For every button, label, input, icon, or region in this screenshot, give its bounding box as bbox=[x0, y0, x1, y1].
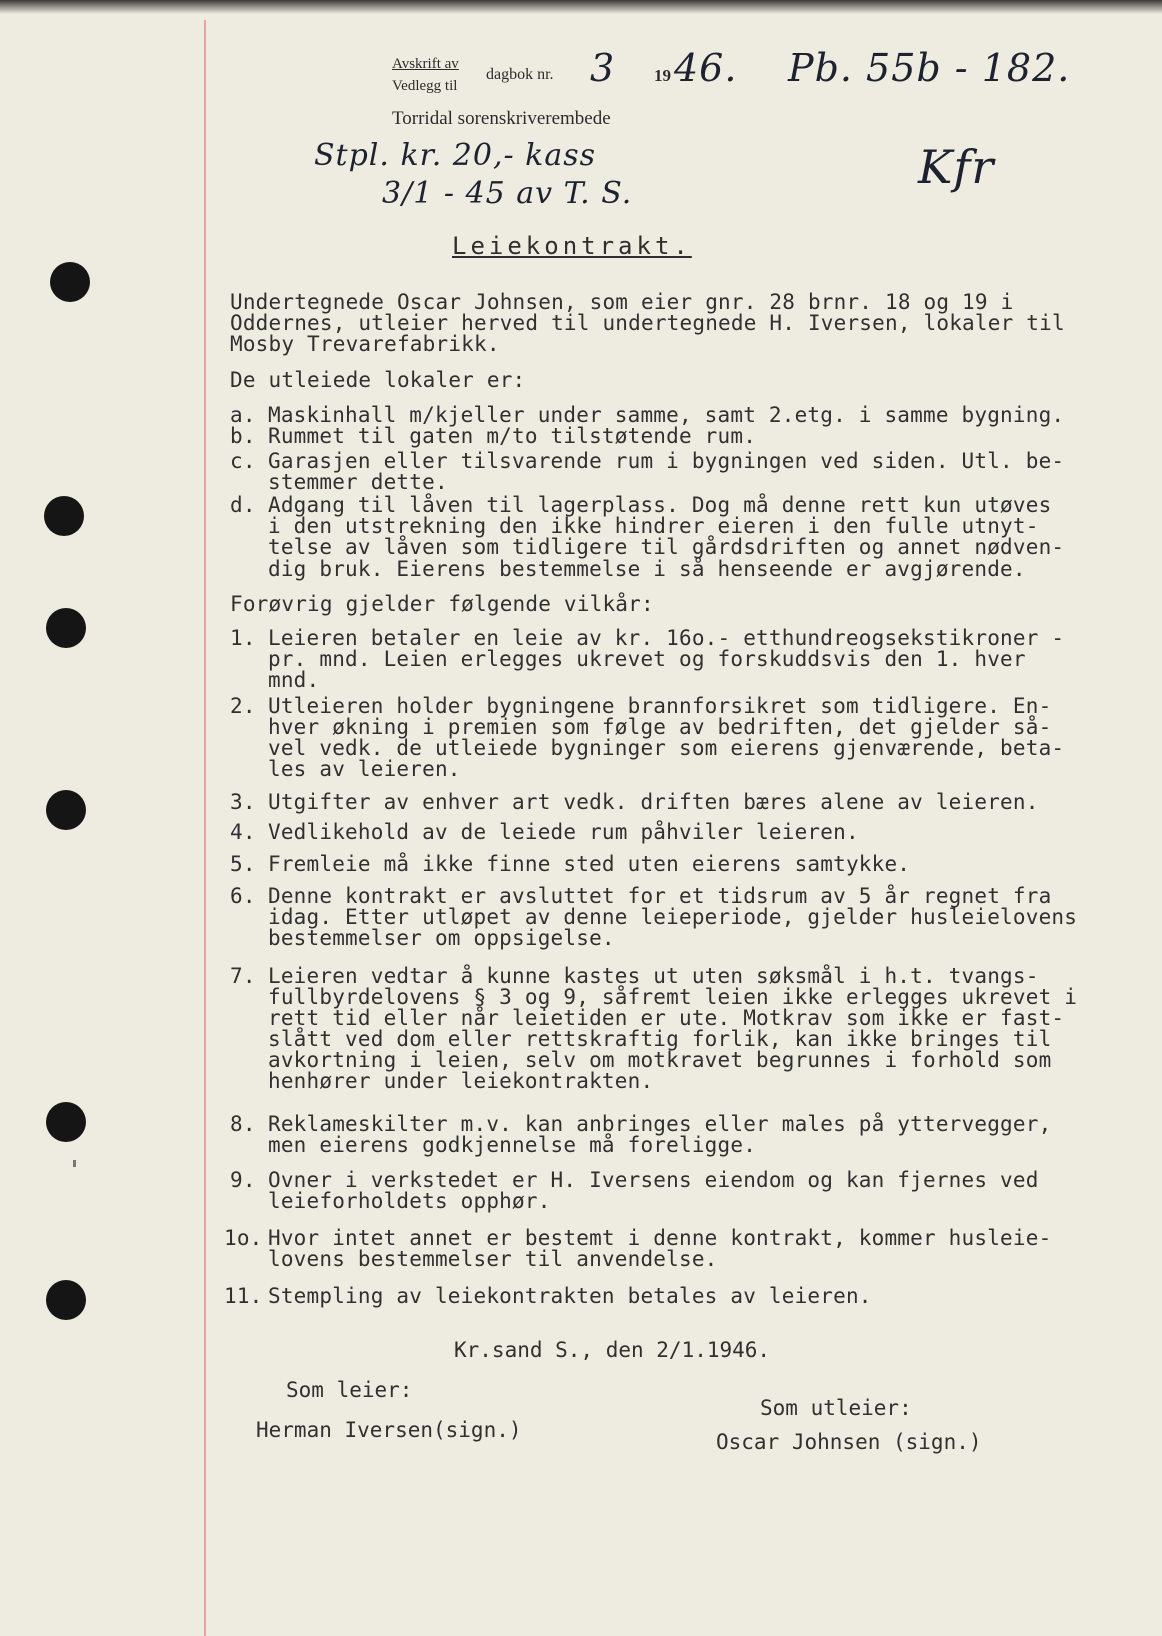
premise-line: Rummet til gaten m/to tilstøtende rum. bbox=[268, 424, 757, 448]
intro-line: Undertegnede Oscar Johnsen, som eier gnr. 28 brnr. 18 og 19 i bbox=[230, 290, 1014, 314]
year-prefix: 19 bbox=[654, 66, 671, 85]
punch-hole bbox=[46, 790, 86, 830]
term-label: 4. bbox=[230, 820, 256, 844]
lessee-signature: Herman Iversen(sign.) bbox=[256, 1418, 522, 1442]
place-date: Kr.sand S., den 2/1.1946. bbox=[454, 1338, 771, 1362]
premises-heading: De utleiede lokaler er: bbox=[230, 368, 526, 392]
scan-mark bbox=[73, 1160, 76, 1167]
year-suffix: 46. bbox=[674, 46, 738, 90]
term-label: 3. bbox=[230, 790, 256, 814]
premise-label: d. bbox=[230, 493, 256, 517]
term-label: 11. bbox=[224, 1284, 263, 1308]
punch-hole bbox=[46, 608, 86, 648]
dagbok-number: 3 bbox=[590, 46, 616, 90]
term-line: Utgifter av enhver art vedk. driften bæres alene av leieren. bbox=[268, 790, 1039, 814]
term-line: Ovner i verkstedet er H. Iversens eiendom og kan fjernes ved bbox=[268, 1168, 1039, 1192]
term-line: hver økning i premien som følge av bedriften, det gjelder så- bbox=[268, 715, 1052, 739]
term-line: henhører under leiekontrakten. bbox=[268, 1069, 654, 1093]
term-label: 7. bbox=[230, 964, 256, 988]
document-title: Leiekontrakt. bbox=[452, 232, 692, 260]
stamp-note-line-1: Stpl. kr. 20,- kass bbox=[314, 138, 597, 173]
initials: Kfr bbox=[918, 140, 995, 194]
premise-line: Maskinhall m/kjeller under samme, samt 2.etg. i samme bygning. bbox=[268, 403, 1065, 427]
term-label: 5. bbox=[230, 852, 256, 876]
intro-line: Mosby Trevarefabrikk. bbox=[230, 332, 500, 356]
avskrift-label: Avskrift av bbox=[392, 56, 459, 72]
premise-line: i den utstrekning den ikke hindrer eieren i den fulle utnyt- bbox=[268, 514, 1039, 538]
term-line: Fremleie må ikke finne sted uten eierens samtykke. bbox=[268, 852, 911, 876]
term-label: 6. bbox=[230, 884, 256, 908]
term-line: leieforholdets opphør. bbox=[268, 1189, 551, 1213]
premise-label: a. bbox=[230, 403, 256, 427]
term-label: 1. bbox=[230, 626, 256, 650]
punch-hole bbox=[50, 262, 90, 302]
term-line: bestemmelser om oppsigelse. bbox=[268, 926, 615, 950]
premise-label: c. bbox=[230, 449, 256, 473]
premise-line: telse av låven som tidligere til gårdsdriften og annet nødven- bbox=[268, 535, 1065, 559]
office-name: Torridal sorenskriverembede bbox=[392, 108, 611, 129]
term-label: 2. bbox=[230, 694, 256, 718]
term-line: vel vedk. de utleiede bygninger som eierens gjenværende, beta- bbox=[268, 736, 1065, 760]
term-line: Vedlikehold av de leiede rum påhviler leieren. bbox=[268, 820, 859, 844]
term-line: avkortning i leien, selv om motkravet begrunnes i forhold som bbox=[268, 1048, 1052, 1072]
dagbok-label: dagbok nr. bbox=[486, 66, 554, 83]
stamp-note-line-2: 3/1 - 45 av T. S. bbox=[382, 176, 633, 211]
term-label: 1o. bbox=[224, 1226, 263, 1250]
term-line: rett tid eller når leietiden er ute. Motkrav som ikke er fast- bbox=[268, 1006, 1065, 1030]
term-line: mnd. bbox=[268, 668, 320, 692]
term-line: Leieren vedtar å kunne kastes ut uten søksmål i h.t. tvangs- bbox=[268, 964, 1039, 988]
terms-heading: Forøvrig gjelder følgende vilkår: bbox=[230, 592, 654, 616]
term-line: slått ved dom eller rettskraftig forlik, kan ikke bringes til bbox=[268, 1027, 1052, 1051]
premise-line: stemmer dette. bbox=[268, 470, 448, 494]
lessor-signature: Oscar Johnsen (sign.) bbox=[716, 1430, 982, 1454]
punch-hole bbox=[46, 1280, 86, 1320]
reference-number: Pb. 55b - 182. bbox=[788, 46, 1071, 90]
term-line: Denne kontrakt er avsluttet for et tidsrum av 5 år regnet fra bbox=[268, 884, 1052, 908]
term-line: Utleieren holder bygningene brannforsikret som tidligere. En- bbox=[268, 694, 1052, 718]
premise-line: Garasjen eller tilsvarende rum i bygningen ved siden. Utl. be- bbox=[268, 449, 1065, 473]
premise-label: b. bbox=[230, 424, 256, 448]
term-line: lovens bestemmelser til anvendelse. bbox=[268, 1247, 718, 1271]
margin-rule bbox=[204, 20, 206, 1636]
term-label: 8. bbox=[230, 1112, 256, 1136]
term-line: fullbyrdelovens § 3 og 9, såfremt leien ikke erlegges ukrevet i bbox=[268, 985, 1078, 1009]
punch-hole bbox=[44, 496, 84, 536]
scan-top-shadow bbox=[0, 0, 1162, 14]
intro-line: Oddernes, utleier herved til undertegnede H. Iversen, lokaler til bbox=[230, 311, 1065, 335]
term-line: Leieren betaler en leie av kr. 16o.- etthundreogsekstikroner - bbox=[268, 626, 1065, 650]
term-line: idag. Etter utløpet av denne leieperiode, gjelder husleielovens bbox=[268, 905, 1078, 929]
lessee-label: Som leier: bbox=[286, 1378, 413, 1402]
term-line: les av leieren. bbox=[268, 757, 461, 781]
term-line: men eierens godkjennelse må foreligge. bbox=[268, 1133, 757, 1157]
term-label: 9. bbox=[230, 1168, 256, 1192]
premise-line: Adgang til låven til lagerplass. Dog må denne rett kun utøves bbox=[268, 493, 1052, 517]
term-line: Reklameskilter m.v. kan anbringes eller males på yttervegger, bbox=[268, 1112, 1052, 1136]
punch-hole bbox=[46, 1102, 86, 1142]
premise-line: dig bruk. Eierens bestemmelse i så henseende er avgjørende. bbox=[268, 557, 1026, 581]
vedlegg-label: Vedlegg til bbox=[392, 78, 458, 94]
lessor-label: Som utleier: bbox=[760, 1396, 912, 1420]
term-line: Hvor intet annet er bestemt i denne kontrakt, kommer husleie- bbox=[268, 1226, 1052, 1250]
term-line: pr. mnd. Leien erlegges ukrevet og forskuddsvis den 1. hver bbox=[268, 647, 1026, 671]
term-line: Stempling av leiekontrakten betales av leieren. bbox=[268, 1284, 872, 1308]
